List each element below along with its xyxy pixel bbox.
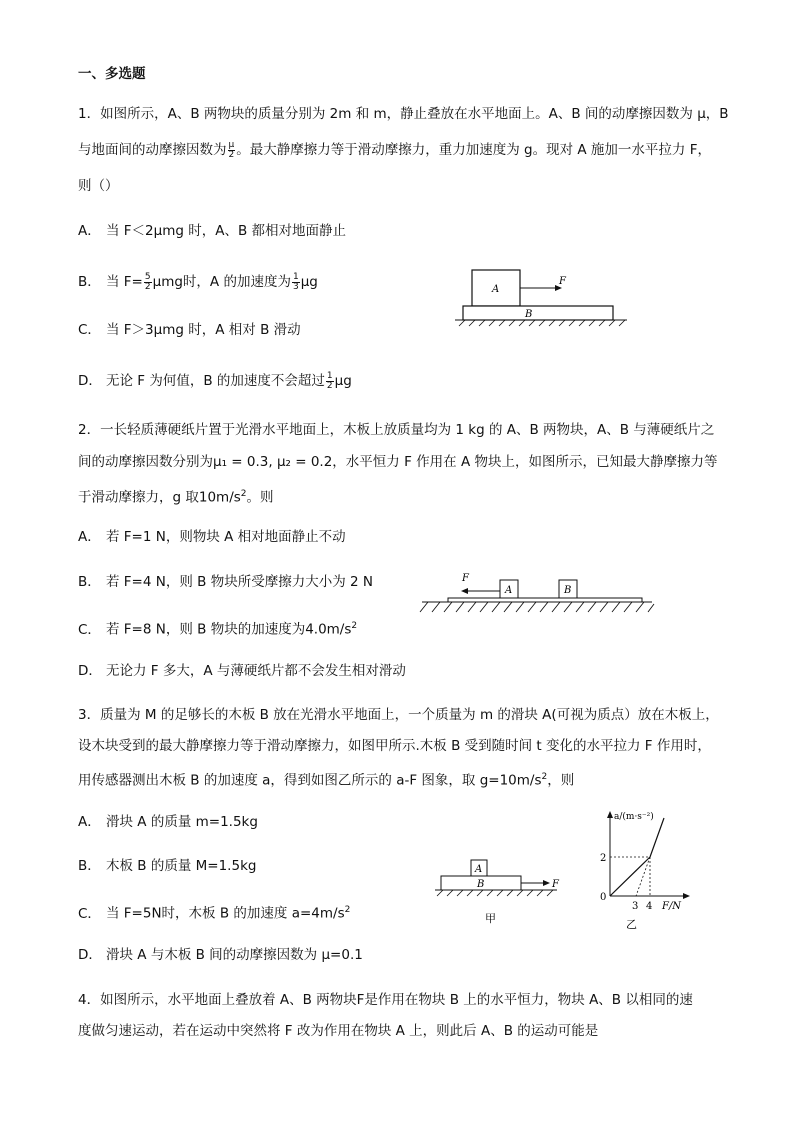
- force-label: F: [552, 879, 559, 890]
- block-a-label: A: [505, 585, 513, 596]
- board-b-label: B: [477, 879, 485, 890]
- board-b: [463, 306, 613, 320]
- caption-yi: 乙: [626, 918, 637, 931]
- q4-stem-line1: 4．如图所示，水平地面上叠放着 A、B 两物块F是作用在物块 B 上的水平恒力，物块 A、B 以相同的速: [78, 992, 693, 1008]
- q1-stem-line3: 则（）: [78, 178, 119, 194]
- y-tick-label: 2: [600, 853, 607, 864]
- q2-stem-line1: 2．一长轻质薄硬纸片置于光滑水平地面上，木板上放质量均为 1 kg 的 A、B 两物块，A、B 与薄硬纸片之: [78, 422, 715, 438]
- q2-option-a[interactable]: A． 若 F=1 N，则物块 A 相对地面静止不动: [78, 529, 346, 545]
- x-tick-label-2: 4: [646, 901, 653, 912]
- q2-figure: [418, 568, 656, 616]
- q3-stem-line3: 用传感器测出木板 B 的加速度 a，得到如图乙所示的 a-F 图象，取 $g=10m/s^2$，则: [78, 772, 575, 789]
- fraction: $\frac{\mu}{2}$: [228, 139, 235, 160]
- fraction: $\frac{1}{2}$: [326, 370, 333, 391]
- origin-label: 0: [600, 892, 607, 903]
- fraction: $\frac{1}{3}$: [292, 271, 299, 292]
- x-axis-label: F/N: [662, 901, 682, 912]
- graph-segment-1: [610, 857, 650, 896]
- q2-stem-line2: 间的动摩擦因数分别为μ₁ = 0.3, μ₂ = 0.2，水平恒力 F 作用在 A 物块上，如图所示，已知最大静摩擦力等: [78, 454, 718, 470]
- q1-option-c[interactable]: C． 当 F＞3μmg 时，A 相对 B 滑动: [78, 322, 301, 338]
- q3-figure-jia: [435, 856, 565, 928]
- q1-option-d[interactable]: D． 无论 F 为何值，B 的加速度不会超过 $\frac{1}{2}$ μg: [78, 370, 352, 391]
- q1-option-a[interactable]: A． 当 F＜2μmg 时，A、B 都相对地面静止: [78, 223, 347, 239]
- q2-stem-line3: 于滑动摩擦力，g 取$10m/s^2$。则: [78, 489, 274, 506]
- ground-hatch: [459, 320, 625, 326]
- ground-hatch: [437, 890, 553, 896]
- block-a-label: A: [475, 864, 483, 875]
- y-axis-arrow: [607, 811, 613, 818]
- block-a-label: A: [492, 284, 500, 295]
- q2-option-b[interactable]: B． 若 F=4 N，则 B 物块所受摩擦力大小为 2 N: [78, 574, 373, 590]
- ground-hatch: [420, 602, 654, 612]
- q3-option-d[interactable]: D． 滑块 A 与木板 B 间的动摩擦因数为 μ=0.1: [78, 947, 363, 963]
- q3-figure-yi: [590, 808, 700, 932]
- q1-stem-line1: 1．如图所示，A、B 两物块的质量分别为 2m 和 m，静止叠放在水平地面上。A、B 间的动摩擦因数为 μ，B: [78, 106, 729, 122]
- section-title: 一、多选题: [78, 66, 146, 82]
- caption-jia: 甲: [485, 912, 496, 925]
- force-label: F: [462, 573, 469, 584]
- q2-option-d[interactable]: D． 无论力 F 多大，A 与薄硬纸片都不会发生相对滑动: [78, 663, 406, 679]
- block-b-label: B: [564, 585, 572, 596]
- q4-stem-line2: 度做匀速运动，若在运动中突然将 F 改为作用在物块 A 上，则此后 A、B 的运动可能是: [78, 1023, 599, 1039]
- q3-option-b[interactable]: B． 木板 B 的质量 M=1.5kg: [78, 858, 257, 874]
- arrow-head: [543, 880, 550, 886]
- fraction: $\frac{5}{2}$: [144, 271, 151, 292]
- paper-board: [448, 598, 642, 602]
- q3-option-a[interactable]: A． 滑块 A 的质量 m=1.5kg: [78, 814, 258, 830]
- y-axis-label: a/(m·s⁻²): [614, 812, 654, 822]
- dash-extension: [636, 857, 650, 896]
- q3-stem-line1: 3．质量为 M 的足够长的木板 B 放在光滑水平地面上，一个质量为 m 的滑块 A(可视为质点）放在木板上，: [78, 707, 719, 723]
- force-label: F: [559, 276, 566, 287]
- graph-segment-2: [650, 818, 664, 857]
- q1-stem-line2: 与地面间的动摩擦因数为 $\frac{\mu}{2}$ 。最大静摩擦力等于滑动摩擦力，重力加速度为 g。现对 A 施加一水平拉力 F，: [78, 139, 711, 160]
- arrow-head: [461, 588, 468, 594]
- q3-stem-line2: 设木块受到的最大静摩擦力等于滑动摩擦力，如图甲所示.木板 B 受到随时间 t 变化的水平拉力 F 作用时，: [78, 738, 711, 754]
- q1-figure: [455, 264, 630, 326]
- q2-option-c[interactable]: C． 若 F=8 N，则 B 物块的加速度为$4.0m/s^2$: [78, 621, 358, 638]
- q1-option-b[interactable]: B． 当 F= $\frac{5}{2}$ μmg时，A 的加速度为 $\frac{1}{3}$ μg: [78, 271, 318, 292]
- board-b-label: B: [525, 309, 533, 320]
- x-tick-label-1: 3: [632, 901, 639, 912]
- x-axis-arrow: [683, 893, 690, 899]
- q3-option-c[interactable]: C． 当 F=5N时，木板 B 的加速度 $a=4m/s^2$: [78, 905, 351, 922]
